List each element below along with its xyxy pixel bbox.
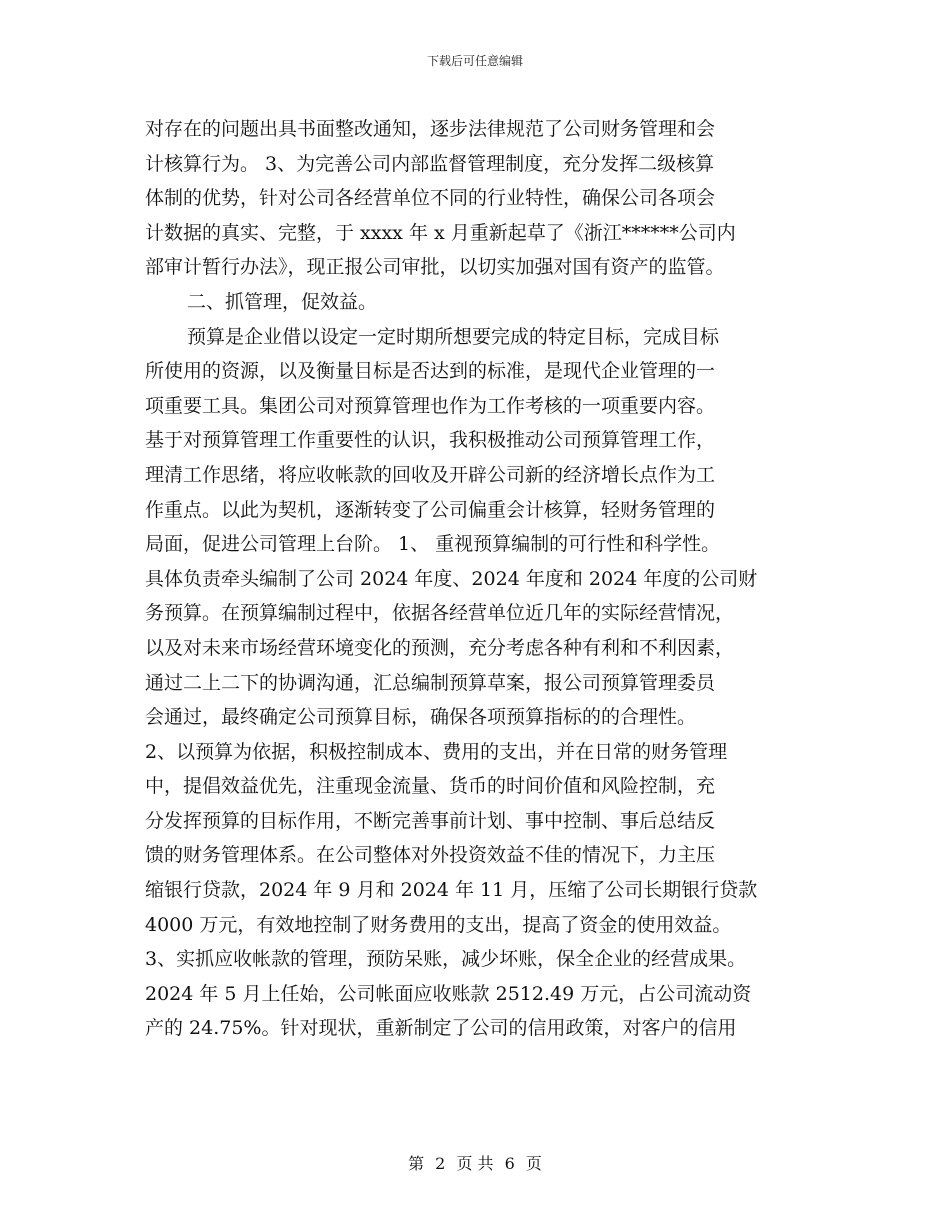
text-line: 以及对未来市场经营环境变化的预测，充分考虑各种有利和不利因素， <box>145 636 735 659</box>
text-line: 产的 24.75%。针对现状，重新制定了公司的信用政策，对客户的信用 <box>145 1017 737 1040</box>
text-line: 中，提倡效益优先，注重现金流量、货币的时间价值和风险控制，充 <box>145 775 716 798</box>
text-line: 馈的财务管理体系。在公司整体对外投资效益不佳的情况下，力主压 <box>145 844 716 867</box>
footer-prefix: 第 <box>408 1154 425 1173</box>
text-line: 缩银行贷款，2024 年 9 月和 2024 年 11 月，压缩了公司长期银行贷款 <box>145 879 758 902</box>
text-line: 务预算。在预算编制过程中，依据各经营单位近几年的实际经营情况， <box>145 602 735 625</box>
text-line: 理清工作思绪，将应收帐款的回收及开辟公司新的经济增长点作为工 <box>145 463 716 486</box>
text-line: 作重点。以此为契机，逐渐转变了公司偏重会计核算，轻财务管理的 <box>145 498 716 521</box>
footer-middle: 页 共 <box>456 1154 494 1173</box>
text-line: 计核算行为。 3、为完善公司内部监督管理制度，充分发挥二级核算 <box>145 152 715 175</box>
text-line: 体制的优势，针对公司各经营单位不同的行业特性，确保公司各项会 <box>145 187 716 210</box>
text-line: 分发挥预算的目标作用，不断完善事前计划、事中控制、事后总结反 <box>145 809 716 832</box>
header-note: 下载后可任意编辑 <box>426 54 523 68</box>
text-line: 计数据的真实、完整，于 xxxx 年 x 月重新起草了《浙江******公司内 <box>145 221 736 244</box>
text-line: 通过二上二下的协调沟通，汇总编制预算草案，报公司预算管理委员 <box>145 671 716 694</box>
text-line: 部审计暂行办法》，现正报公司审批，以切实加强对国有资产的监管。 <box>145 256 725 279</box>
text-line: 对存在的问题出具书面整改通知，逐步法律规范了公司财务管理和会 <box>145 118 716 140</box>
text-line: 基于对预算管理工作重要性的认识，我积极推动公司预算管理工作， <box>145 429 716 452</box>
text-line: 局面，促进公司管理上台阶。 1、 重视预算编制的可行性和科学性。 <box>145 533 721 556</box>
text-line: 2、以预算为依据，积极控制成本、费用的支出，并在日常的财务管理 <box>145 740 728 763</box>
text-line: 二、抓管理，促效益。 <box>187 290 378 313</box>
footer-page-number: 2 <box>435 1154 446 1173</box>
text-line: 预算是企业借以设定一定时期所想要完成的特定目标，完成目标 <box>187 325 720 348</box>
footer-total-pages: 6 <box>504 1154 515 1173</box>
text-line: 项重要工具。集团公司对预算管理也作为工作考核的一项重要内容。 <box>145 394 716 417</box>
text-line: 3、实抓应收帐款的管理，预防呆账，减少坏账，保全企业的经营成果。 <box>145 948 747 971</box>
page-footer <box>0 1154 950 1174</box>
text-line: 具体负责牵头编制了公司 2024 年度、2024 年度和 2024 年度的公司财 <box>145 567 758 590</box>
footer-suffix: 页 <box>525 1154 542 1173</box>
text-line: 2024 年 5 月上任始，公司帐面应收账款 2512.49 万元，占公司流动资 <box>145 982 752 1005</box>
document-body <box>145 112 815 1046</box>
text-line: 会通过，最终确定公司预算目标，确保各项预算指标的的合理性。 <box>145 706 697 729</box>
text-line: 4000 万元，有效地控制了财务费用的支出，提高了资金的使用效益。 <box>145 913 732 936</box>
page-header <box>0 54 950 68</box>
text-line: 所使用的资源，以及衡量目标是否达到的标准，是现代企业管理的一 <box>145 360 716 383</box>
